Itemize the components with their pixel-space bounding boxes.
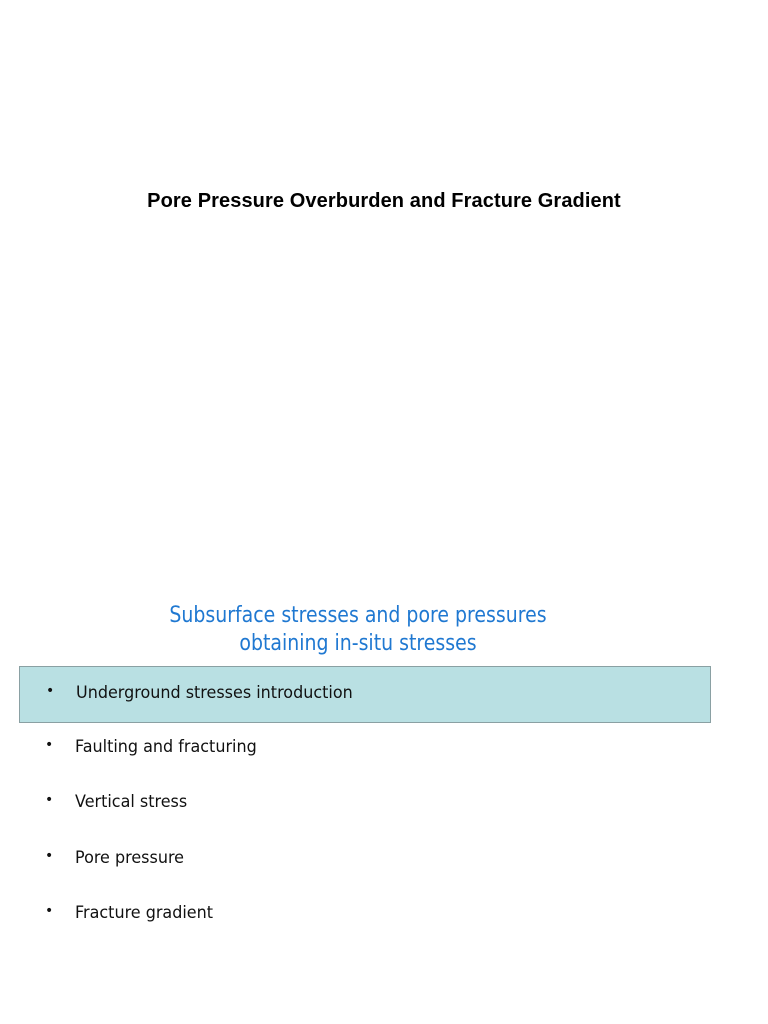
section-subtitle (50, 602, 666, 658)
topic-item-pore-pressure[interactable] (19, 832, 711, 889)
bullet-icon: • (45, 903, 54, 919)
topic-label: Vertical stress (75, 792, 188, 812)
subtitle-line-1: Subsurface stresses and pore pressures (169, 603, 547, 628)
subtitle-line-2: obtaining in-situ stresses (239, 631, 477, 656)
topic-label: Underground stresses introduction (76, 683, 353, 703)
bullet-icon: • (45, 737, 54, 753)
topic-label: Pore pressure (75, 848, 185, 868)
page-title: Pore Pressure Overburden and Fracture Gradient (147, 190, 621, 212)
bullet-icon: • (45, 848, 54, 864)
topic-item-vertical-stress[interactable] (19, 776, 711, 833)
bullet-icon: • (45, 792, 54, 808)
topic-label: Faulting and fracturing (75, 737, 257, 757)
bullet-icon: • (46, 683, 55, 699)
topic-label: Fracture gradient (75, 903, 214, 923)
topic-item-fracture-gradient[interactable] (19, 887, 711, 944)
topic-item-underground-stresses[interactable] (19, 666, 711, 723)
topic-item-faulting[interactable] (19, 721, 711, 778)
